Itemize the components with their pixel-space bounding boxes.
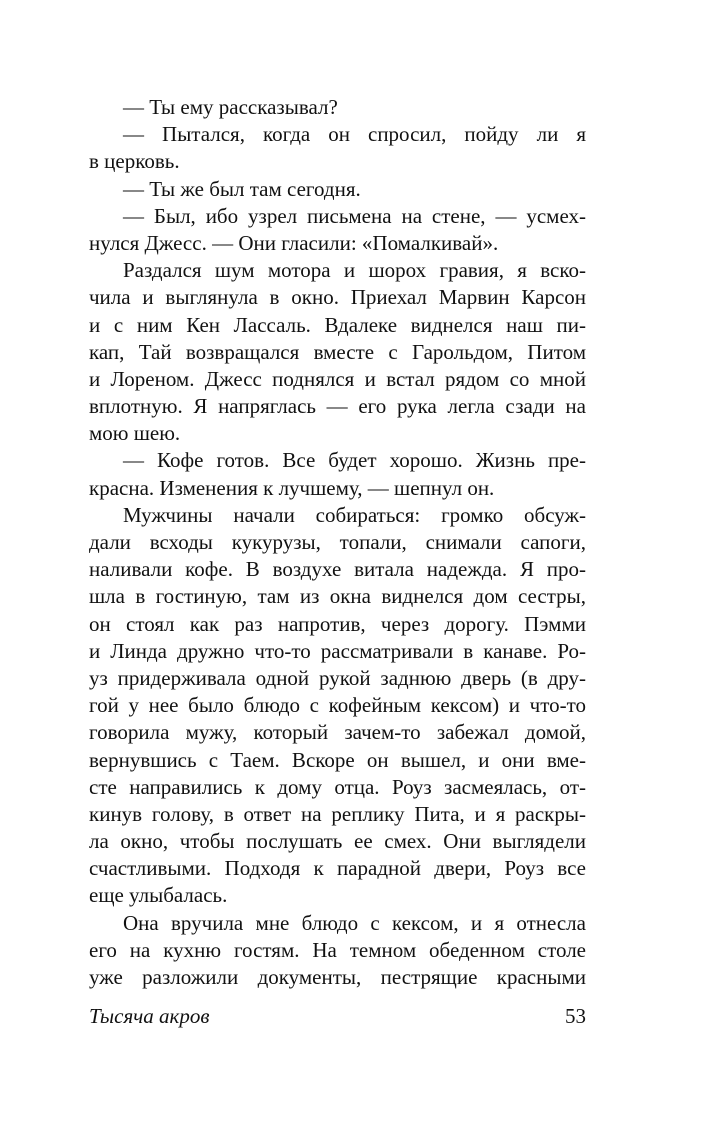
text-line: наливали кофе. В воздухе витала надежда. Я про- [89, 557, 586, 582]
text-line: — Был, ибо узрел письмена на стене, — усмех- [123, 203, 586, 228]
text-line: — Пытался, когда он спросил, пойду ли я [123, 122, 586, 147]
text-line: шла в гостиную, там из окна виднелся дом сестры, [89, 584, 586, 609]
text-line: — Кофе готов. Все будет хорошо. Жизнь пре- [123, 448, 586, 473]
text-line: уже разложили документы, пестрящие красными [89, 965, 586, 989]
text-line: мою шею. [89, 421, 181, 446]
text-line: — Ты же был там сегодня. [123, 176, 361, 201]
text-line: вплотную. Я напряглась — его рука легла сзади на [89, 394, 586, 419]
text-line: ла окно, чтобы послушать ее смех. Они выглядели [89, 829, 586, 854]
text-line: его на кухню гостям. На темном обеденном столе [89, 937, 586, 962]
text-line: счастливыми. Подходя к парадной двери, Роуз все [89, 856, 586, 881]
text-line: вернувшись с Таем. Вскоре он вышел, и они вме- [89, 747, 586, 772]
text-line: Раздался шум мотора и шорох гравия, я вско- [123, 258, 586, 283]
page-footer [89, 1004, 586, 1034]
text-line: уз придерживала одной рукой заднюю дверь (в дру- [89, 665, 586, 690]
text-line: и Линда дружно что-то рассматривали в канаве. Ро- [89, 638, 586, 663]
text-line: — Ты ему рассказывал? [123, 95, 338, 119]
text-line: сте направились к дому отца. Роуз засмеялась, от- [89, 774, 586, 799]
text-line: дали всходы кукурузы, топали, снимали сапоги, [89, 530, 586, 554]
page-number: 53 [565, 1004, 586, 1028]
text-line: кап, Тай возвращался вместе с Гарольдом, Питом [89, 339, 586, 364]
text-line: Она вручила мне блюдо с кексом, и я отнесла [123, 910, 586, 935]
page-body [89, 94, 586, 991]
text-line: чила и выглянула в окно. Приехал Марвин Карсон [89, 285, 586, 310]
text-line: он стоял как раз напротив, через дорогу. Пэмми [89, 611, 586, 636]
text-line: нулся Джесс. — Они гласили: «Помалкивай». [89, 230, 499, 255]
text-line: и Лореном. Джесс поднялся и встал рядом со мной [89, 366, 586, 391]
text-line: еще улыбалась. [89, 883, 228, 908]
text-line: в церковь. [89, 149, 180, 174]
text-line: Мужчины начали собираться: громко обсуж- [123, 502, 586, 527]
text-line: кинув голову, в ответ на реплику Пита, и я раскры- [89, 801, 586, 826]
running-title: Тысяча акров [89, 1004, 210, 1028]
text-line: гой у нее было блюдо с кофейным кексом) и что-то [89, 693, 586, 718]
text-line: и с ним Кен Лассаль. Вдалеке виднелся наш пи- [89, 312, 586, 337]
text-line: красна. Изменения к лучшему, — шепнул он. [89, 475, 495, 500]
text-line: говорила мужу, который зачем-то забежал домой, [89, 720, 586, 745]
